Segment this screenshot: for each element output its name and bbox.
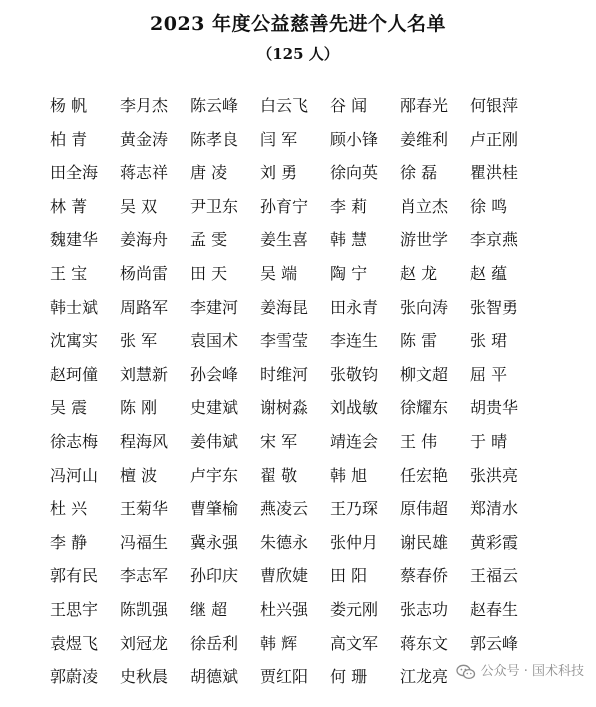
name-entry: 李月杰 (120, 96, 169, 115)
name-entry: 姜海舟 (120, 230, 169, 250)
name-entry: 林 菁 (50, 196, 88, 216)
name-entry: 徐 鸣 (470, 196, 508, 216)
name-entry: 屈 平 (470, 364, 508, 384)
name-entry: 蒋志祥 (120, 163, 169, 183)
name-entry: 韩 慧 (330, 230, 368, 250)
name-entry: 吴 端 (260, 263, 298, 283)
name-entry: 赵 龙 (400, 263, 438, 283)
name-entry: 吴 双 (120, 196, 158, 216)
name-entry: 尹卫东 (190, 196, 239, 216)
wechat-icon (456, 664, 476, 680)
name-entry: 孙育宁 (260, 196, 309, 216)
name-entry: 燕凌云 (260, 499, 309, 519)
name-entry: 赵 蕴 (470, 263, 508, 283)
name-entry: 原伟超 (400, 499, 449, 519)
name-entry: 沈寓实 (50, 331, 99, 351)
name-entry: 刘慧新 (120, 364, 169, 384)
name-entry: 卢正刚 (470, 129, 519, 149)
name-entry: 王 宝 (50, 263, 88, 283)
name-entry: 杨尚雷 (120, 263, 169, 283)
name-entry: 陈云峰 (190, 96, 239, 115)
name-entry: 李 静 (50, 532, 88, 552)
name-entry: 赵春生 (470, 599, 519, 619)
name-entry: 宋 军 (260, 431, 298, 451)
watermark-text: 公众号 · 国术科技 (480, 664, 584, 679)
name-entry: 王乃琛 (330, 499, 379, 519)
watermark (456, 663, 584, 681)
name-entry: 杜兴强 (260, 599, 309, 619)
name-entry: 陈孝良 (190, 129, 239, 149)
name-entry: 孙会峰 (190, 364, 239, 384)
name-entry: 闫 军 (260, 129, 298, 149)
name-entry: 王思宇 (50, 599, 99, 619)
name-list (50, 94, 540, 699)
name-entry: 张向涛 (400, 297, 449, 317)
name-entry: 何 珊 (330, 667, 368, 687)
name-entry: 继 超 (190, 599, 228, 619)
name-entry: 刘战敏 (330, 398, 379, 418)
name-entry: 陈凯强 (120, 599, 169, 619)
name-entry: 徐耀东 (400, 398, 449, 418)
name-entry: 郭有民 (50, 566, 99, 586)
name-entry: 王 伟 (400, 431, 438, 451)
name-entry: 陶 宁 (330, 263, 368, 283)
name-entry: 白云飞 (260, 96, 309, 115)
name-entry: 赵珂僮 (50, 364, 99, 384)
name-entry: 卢宇东 (190, 465, 239, 485)
name-entry: 娄元刚 (330, 599, 379, 619)
name-entry: 肖立杰 (400, 196, 449, 216)
name-entry: 韩士斌 (50, 297, 99, 317)
name-entry: 杜 兴 (50, 499, 88, 519)
name-entry: 曹欣婕 (260, 566, 309, 586)
name-entry: 郭蔚凌 (50, 667, 99, 687)
name-entry: 谷 闻 (330, 96, 368, 115)
name-entry: 史秋晨 (120, 667, 169, 687)
name-entry: 姜生喜 (260, 230, 309, 250)
name-entry: 田 天 (190, 263, 228, 283)
name-entry: 檀 波 (120, 465, 158, 485)
name-entry: 柳文超 (400, 364, 449, 384)
name-entry: 徐向英 (330, 163, 379, 183)
name-entry: 谢民雄 (400, 532, 449, 552)
name-entry: 姜伟斌 (190, 431, 239, 451)
name-entry: 姜海昆 (260, 297, 309, 317)
name-entry: 柏 青 (50, 129, 88, 149)
name-entry: 顾小锋 (330, 129, 379, 149)
name-entry: 史建斌 (190, 398, 239, 418)
name-entry: 张 军 (120, 331, 158, 351)
name-entry: 孙印庆 (190, 566, 239, 586)
name-entry: 游世学 (400, 230, 449, 250)
name-entry: 唐 凌 (190, 163, 228, 183)
name-entry: 孟 雯 (190, 230, 228, 250)
name-entry: 郭云峰 (470, 633, 519, 653)
name-entry: 翟 敬 (260, 465, 298, 485)
name-entry: 李连生 (330, 331, 379, 351)
name-entry: 徐 磊 (400, 163, 438, 183)
name-entry: 谢树淼 (260, 398, 309, 418)
name-entry: 黄彩霞 (470, 532, 519, 552)
name-entry: 徐岳利 (190, 633, 239, 653)
name-entry: 郑清水 (470, 499, 519, 519)
name-entry: 张敬钧 (330, 364, 379, 384)
name-entry: 魏建华 (50, 230, 99, 250)
name-entry: 瞿洪桂 (470, 163, 519, 183)
name-entry: 黄金涛 (120, 129, 169, 149)
name-entry: 李 莉 (330, 196, 368, 216)
name-entry: 时维河 (260, 364, 309, 384)
name-entry: 张志功 (400, 599, 449, 619)
name-entry: 杨 帆 (50, 96, 88, 115)
name-entry: 冯河山 (50, 465, 99, 485)
name-entry: 陈 刚 (120, 398, 158, 418)
name-entry: 江龙亮 (400, 667, 449, 687)
name-entry: 张仲月 (330, 532, 379, 552)
name-entry: 冯福生 (120, 532, 169, 552)
name-entry: 李建河 (190, 297, 239, 317)
name-entry: 徐志梅 (50, 431, 99, 451)
name-entry: 刘 勇 (260, 163, 298, 183)
name-entry: 张洪亮 (470, 465, 519, 485)
name-entry: 李志军 (120, 566, 169, 586)
name-entry: 程海风 (120, 431, 169, 451)
name-entry: 陈 雷 (400, 331, 438, 351)
name-entry: 周路军 (120, 297, 169, 317)
name-entry: 袁国术 (190, 331, 239, 351)
name-entry: 邴春光 (400, 96, 449, 115)
name-entry: 蒋东文 (400, 633, 449, 653)
name-entry: 田永青 (330, 297, 379, 317)
name-entry: 胡贵华 (470, 398, 519, 418)
name-entry: 李雪莹 (260, 331, 309, 351)
document-subtitle: （125 人） (257, 45, 339, 63)
document-title: 2023 年度公益慈善先进个人名单 (150, 13, 446, 35)
name-entry: 田 阳 (330, 566, 368, 586)
name-entry: 贾红阳 (260, 667, 309, 687)
name-entry: 张 珺 (470, 331, 508, 351)
name-entry: 李京燕 (470, 230, 519, 250)
name-entry: 靖连会 (330, 431, 379, 451)
name-entry: 刘冠龙 (120, 633, 169, 653)
name-entry: 蔡春侨 (400, 566, 449, 586)
name-entry: 王福云 (470, 566, 519, 586)
name-entry: 何银萍 (470, 96, 519, 115)
name-entry: 吴 震 (50, 398, 88, 418)
name-entry: 于 晴 (470, 431, 508, 451)
name-entry: 张智勇 (470, 297, 519, 317)
name-entry: 韩 辉 (260, 633, 298, 653)
name-entry: 姜维利 (400, 129, 449, 149)
name-entry: 任宏艳 (400, 465, 449, 485)
name-entry: 韩 旭 (330, 465, 368, 485)
name-entry: 田全海 (50, 163, 99, 183)
name-entry: 朱德永 (260, 532, 309, 552)
name-entry: 冀永强 (190, 532, 239, 552)
name-entry: 高文军 (330, 633, 379, 653)
name-entry: 胡德斌 (190, 667, 239, 687)
name-entry: 袁煜飞 (50, 633, 99, 653)
name-entry: 曹肇榆 (190, 499, 239, 519)
name-entry: 王菊华 (120, 499, 169, 519)
